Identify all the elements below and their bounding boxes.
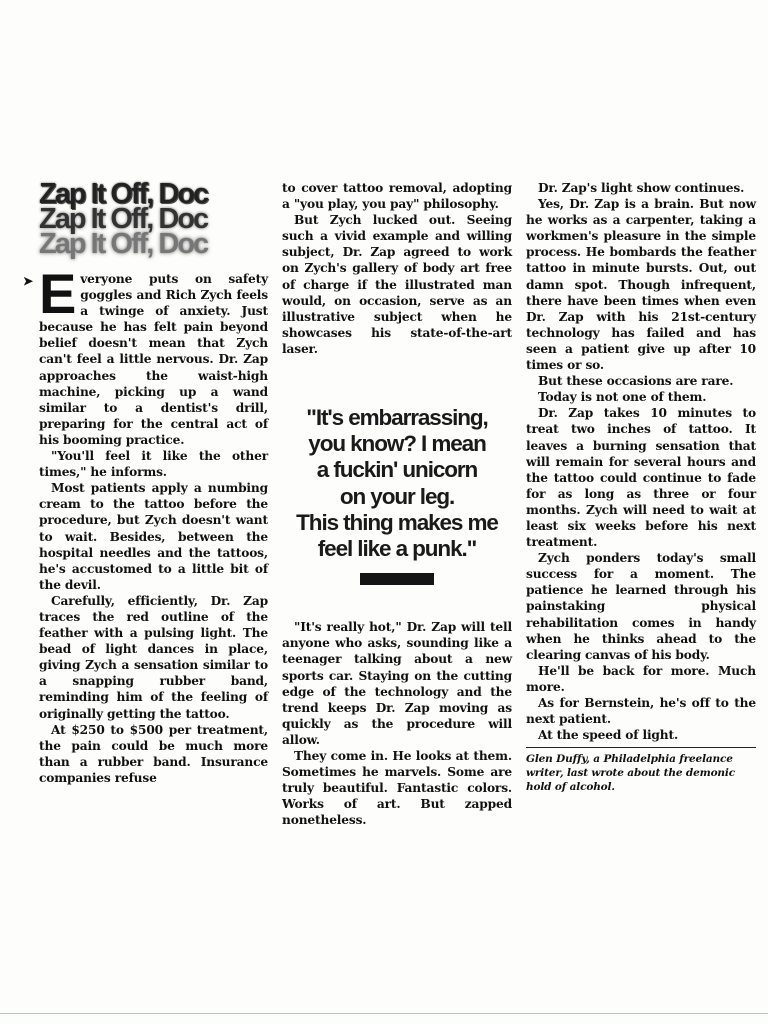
author-bio: Glen Duffy, a Philadelphia freelance writer, last wrote about the demonic hold of alcohol.	[526, 753, 735, 794]
pull-quote-line: feel like a punk."	[317, 536, 477, 562]
pull-quote	[282, 405, 512, 562]
body-paragraph: But these occasions are rare.	[538, 374, 734, 389]
body-paragraph: As for Bernstein, he's off to the next patient.	[526, 696, 756, 727]
pull-quote-line: "It's embarrassing,	[306, 405, 488, 431]
body-paragraph: "You'll feel it like the other times," he informs.	[39, 449, 268, 480]
column-2	[282, 180, 512, 828]
body-paragraph: "It's really hot," Dr. Zap will tell anyone who asks, sounding like a teenager talking about a new sports car. Staying on the cutting edge of the technology and the trend keeps Dr. Zap moving as quickly as the procedure will allow.	[282, 620, 512, 747]
headline	[39, 180, 268, 259]
lead-paragraph-text: veryone puts on safety goggles and Rich Zych feels a twinge of anxiety. Just because he has felt pain beyond belief doesn't mean that Zych can't feel a little nervous. Dr. Zap approaches the waist-high machine, picking up a wand similar to a dentist's drill, preparing for the central act of his booming practice.	[39, 272, 268, 447]
lead-paragraph	[23, 262, 268, 448]
body-paragraph: Yes, Dr. Zap is a brain. But now he works as a carpenter, taking a workmen's pleasure in the simple process. He bombards the feather tattoo in minute bursts. Out, out damn spot. Though infrequent, there have been times when even Dr. Zap with his 21st-century technology has failed and has seen a patient give up after 10 times or so.	[526, 197, 756, 373]
pull-quote-line: you know? I mean	[308, 431, 486, 457]
body-paragraph: He'll be back for more. Much more.	[526, 663, 756, 694]
arrow-icon: ➤	[23, 274, 33, 288]
pull-quote-line: on your leg.	[339, 483, 455, 509]
body-paragraph: They come in. He looks at them. Sometimes he marvels. Some are truly beautiful. Fantastic colors. Works of art. But zapped nonetheless.	[282, 749, 512, 828]
headline-line-2: Zap It Off, Doc	[39, 203, 208, 235]
body-paragraph: Most patients apply a numbing cream to the tattoo before the procedure, but Zych doesn't want to wait. Besides, between the hospital needles and the tattoos, he's accustomed to a little bit of the devil.	[39, 481, 268, 592]
bio-divider	[526, 747, 756, 748]
headline-line-1: Zap It Off, Doc	[39, 178, 208, 210]
headline-line-3: Zap It Off, Doc	[39, 228, 208, 260]
pull-quote-line: This thing makes me	[296, 509, 498, 535]
body-paragraph: Dr. Zap's light show continues.	[538, 181, 745, 195]
column-1	[23, 178, 268, 786]
body-paragraph: But Zych lucked out. Seeing such a vivid example and willing subject, Dr. Zap agreed to work on Zych's gallery of body art free of charge if the illustrated man would, on occasion, serve as an illustrative subject when he showcases his state-of-the-art laser.	[282, 213, 512, 356]
pull-quote-bar	[360, 573, 434, 585]
body-paragraph: At the speed of light.	[538, 728, 679, 743]
body-paragraph: At $250 to $500 per treatment, the pain could be much more than a rubber band. Insurance companies refuse	[39, 722, 268, 785]
body-paragraph: to cover tattoo removal, adopting a "you play, you pay" philosophy.	[282, 181, 512, 212]
body-paragraph: Zych ponders today's small success for a moment. The patience he learned through his painstaking physical rehabilitation comes in handy when he thinks ahead to the clearing canvas of his body.	[526, 551, 756, 662]
body-paragraph: Dr. Zap takes 10 minutes to treat two inches of tattoo. It leaves a burning sensation that will remain for several hours and the tattoo could continue to fade for as long as three or four months. Zych will need to wait at least six weeks before his next treatment.	[526, 406, 756, 550]
body-paragraph: Carefully, efficiently, Dr. Zap traces the red outline of the feather with a pulsing light. The bead of light dances in place, giving Zych a sensation similar to a snapping rubber band, reminding him of the feeling of originally getting the tattoo.	[39, 593, 268, 721]
drop-cap: E	[39, 262, 77, 325]
pull-quote-line: a fuckin' unicorn	[316, 457, 478, 483]
page-edge-line	[0, 1013, 768, 1014]
column-3	[526, 180, 756, 794]
body-paragraph: Today is not one of them.	[538, 390, 707, 405]
